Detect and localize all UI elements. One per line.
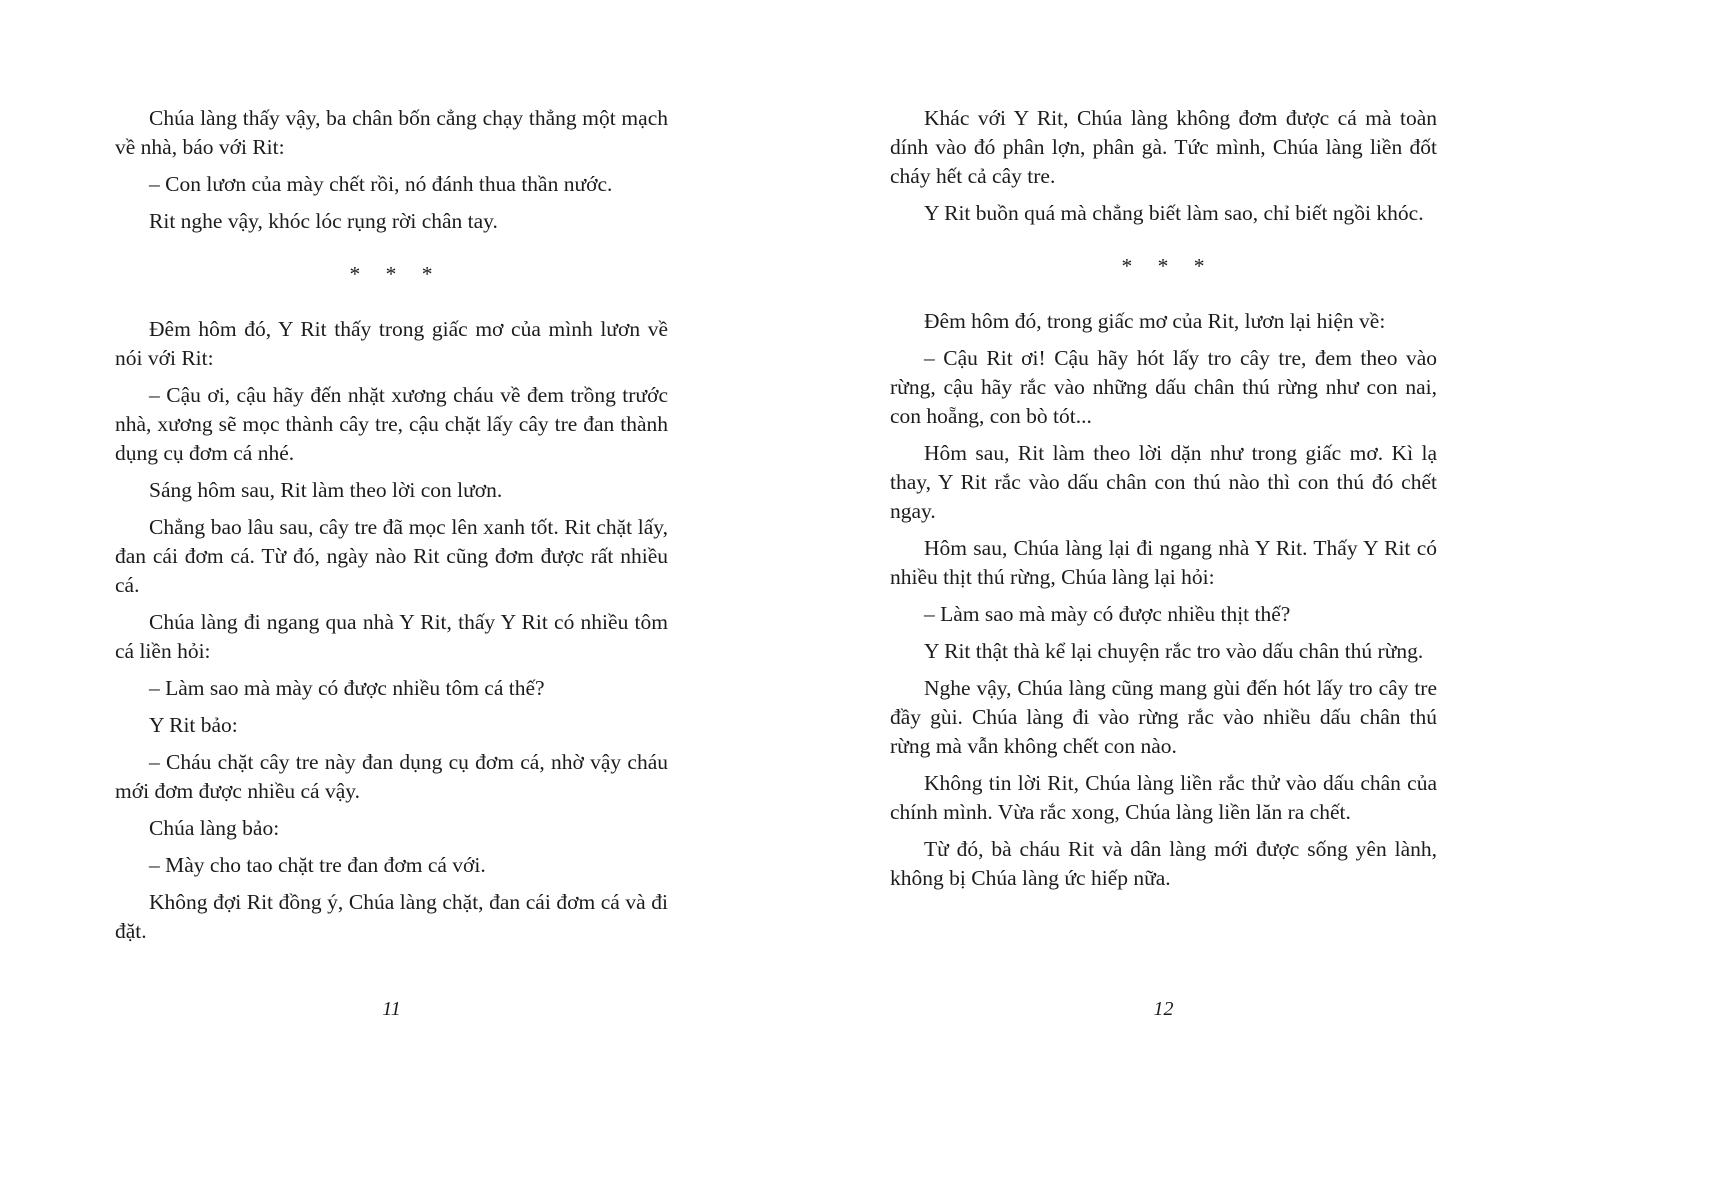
paragraph: Chúa làng đi ngang qua nhà Y Rit, thấy Y Rit có nhiều tôm cá liền hỏi: [115, 610, 668, 663]
paragraph: Chúa làng bảo: [149, 816, 280, 840]
paragraph: Chẳng bao lâu sau, cây tre đã mọc lên xanh tốt. Rit chặt lấy, đan cái đơm cá. Từ đó, ngày nào Rit cũng đơm được rất nhiều cá. [115, 515, 668, 597]
paragraph: – Cháu chặt cây tre này đan dụng cụ đơm cá, nhờ vậy cháu mới đơm được nhiều cá vậy. [115, 750, 668, 803]
paragraph: Khác với Y Rit, Chúa làng không đơm được cá mà toàn dính vào đó phân lợn, phân gà. Tức mình, Chúa làng liền đốt cháy hết cả cây tre. [890, 106, 1437, 188]
paragraph: Y Rit buồn quá mà chẳng biết làm sao, chỉ biết ngồi khóc. [924, 201, 1424, 225]
paragraph: Đêm hôm đó, Y Rit thấy trong giấc mơ của mình lươn về nói với Rit: [115, 317, 668, 370]
paragraph: – Con lươn của mày chết rồi, nó đánh thua thần nước. [149, 172, 613, 196]
section-separator: * * * [349, 262, 434, 286]
section-separator: * * * [1121, 254, 1206, 278]
paragraph: Hôm sau, Chúa làng lại đi ngang nhà Y Rit. Thấy Y Rit có nhiều thịt thú rừng, Chúa làng lại hỏi: [890, 536, 1437, 589]
paragraph: – Cậu Rit ơi! Cậu hãy hót lấy tro cây tre, đem theo vào rừng, cậu hãy rắc vào những dấu chân thú rừng như con nai, con hoẵng, con bò tót... [890, 346, 1437, 428]
page-number-left: 11 [382, 998, 401, 1020]
paragraph: Rit nghe vậy, khóc lóc rụng rời chân tay. [149, 209, 498, 233]
paragraph: Từ đó, bà cháu Rit và dân làng mới được sống yên lành, không bị Chúa làng ức hiếp nữa. [890, 837, 1437, 890]
paragraph: Chúa làng thấy vậy, ba chân bốn cẳng chạy thẳng một mạch về nhà, báo với Rit: [115, 106, 668, 159]
paragraph: – Cậu ơi, cậu hãy đến nhặt xương cháu về đem trồng trước nhà, xương sẽ mọc thành cây tre, cậu chặt lấy cây tre đan thành dụng cụ đơm cá nhé. [115, 383, 668, 465]
paragraph: Không đợi Rit đồng ý, Chúa làng chặt, đan cái đơm cá và đi đặt. [115, 890, 668, 943]
page-left-text [115, 104, 668, 954]
paragraph: – Mày cho tao chặt tre đan đơm cá với. [149, 853, 486, 877]
paragraph: Sáng hôm sau, Rit làm theo lời con lươn. [149, 478, 503, 502]
paragraph: Nghe vậy, Chúa làng cũng mang gùi đến hót lấy tro cây tre đầy gùi. Chúa làng đi vào rừng rắc vào nhiều dấu chân thú rừng mà vẫn không chết con nào. [890, 676, 1437, 758]
paragraph: Y Rit thật thà kể lại chuyện rắc tro vào dấu chân thú rừng. [924, 639, 1424, 663]
paragraph: Không tin lời Rit, Chúa làng liền rắc thử vào dấu chân của chính mình. Vừa rắc xong, Chúa làng liền lăn ra chết. [890, 771, 1437, 824]
paragraph: Hôm sau, Rit làm theo lời dặn như trong giấc mơ. Kì lạ thay, Y Rit rắc vào dấu chân con thú nào thì con thú đó chết ngay. [890, 441, 1437, 523]
paragraph: – Làm sao mà mày có được nhiều tôm cá thế? [149, 676, 545, 700]
paragraph: – Làm sao mà mày có được nhiều thịt thế? [924, 602, 1291, 626]
page-right-text [890, 104, 1437, 901]
paragraph: Đêm hôm đó, trong giấc mơ của Rit, lươn lại hiện về: [924, 309, 1386, 333]
page-number-right: 12 [1153, 998, 1174, 1020]
paragraph: Y Rit bảo: [149, 713, 238, 737]
